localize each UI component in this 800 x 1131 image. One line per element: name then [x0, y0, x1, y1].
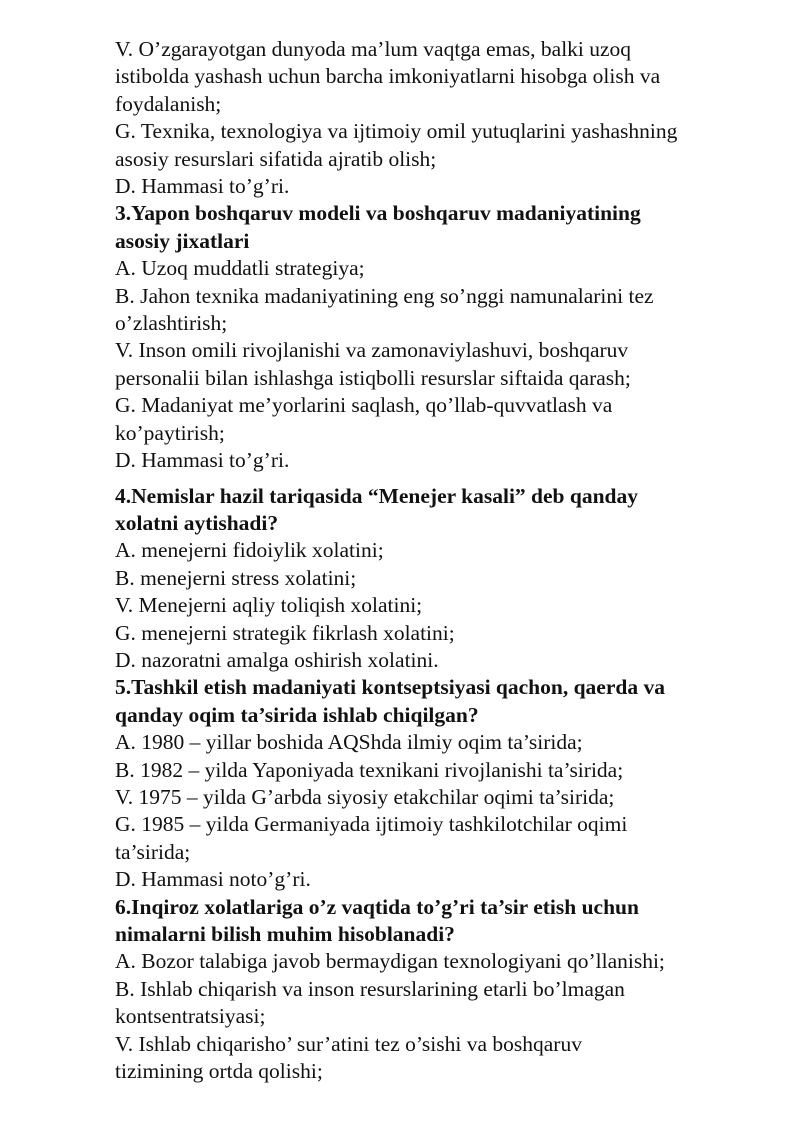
answer-line: V. Menejerni aqliy toliqish xolatini;	[115, 593, 423, 618]
answer-line: G. Texnika, texnologiya va ijtimoiy omil yutuqlarini yashashning	[115, 119, 678, 144]
answer-line: A. 1980 – yillar boshida AQShda ilmiy oqim ta’sirida;	[115, 730, 583, 755]
question-line: asosiy jixatlari	[115, 228, 250, 253]
answer-line: B. Ishlab chiqarish va inson resurslarining etarli bo’lmagan	[115, 976, 625, 1001]
answer-line: kontsentratsiyasi;	[115, 1004, 266, 1029]
answer-line: G. 1985 – yilda Germaniyada ijtimoiy tashkilotchilar oqimi	[115, 812, 628, 837]
question-line: 5.Tashkil etish madaniyati kontseptsiyasi qachon, qaerda va	[115, 675, 665, 700]
question-line: 6.Inqiroz xolatlariga o’z vaqtida to’g’ri ta’sir etish uchun	[115, 894, 639, 919]
answer-line: o’zlashtirish;	[115, 311, 228, 336]
answer-line: istibolda yashash uchun barcha imkoniyatlarni hisobga olish va	[115, 64, 661, 89]
answer-line: G. Madaniyat me’yorlarini saqlash, qo’llab-quvvatlash va	[115, 393, 613, 418]
document-page	[115, 36, 775, 1085]
answer-line: B. menejerni stress xolatini;	[115, 565, 357, 590]
answer-line: D. Hammasi to’g’ri.	[115, 174, 290, 199]
answer-line: B. 1982 – yilda Yaponiyada texnikani rivojlanishi ta’sirida;	[115, 757, 624, 782]
answer-line: B. Jahon texnika madaniyatining eng so’nggi namunalarini tez	[115, 283, 654, 308]
answer-line: V. Inson omili rivojlanishi va zamonaviylashuvi, boshqaruv	[115, 338, 629, 363]
answer-line: V. O’zgarayotgan dunyoda ma’lum vaqtga emas, balki uzoq	[115, 37, 632, 61]
answer-line: D. Hammasi to’g’ri.	[115, 448, 290, 473]
answer-line: tizimining ortda qolishi;	[115, 1059, 323, 1084]
answer-line: D. nazoratni amalga oshirish xolatini.	[115, 647, 439, 672]
question-line: xolatni aytishadi?	[115, 510, 279, 535]
answer-line: asosiy resurslari sifatida ajratib olish;	[115, 146, 437, 171]
question-line: 3.Yapon boshqaruv modeli va boshqaruv madaniyatining	[115, 201, 641, 226]
answer-line: V. Ishlab chiqarisho’ sur’atini tez o’sishi va boshqaruv	[115, 1031, 582, 1056]
answer-line: A. Uzoq muddatli strategiya;	[115, 256, 365, 281]
answer-line: A. Bozor talabiga javob bermaydigan texnologiyani qo’llanishi;	[115, 949, 665, 974]
answer-line: D. Hammasi noto’g’ri.	[115, 867, 311, 892]
answer-line: V. 1975 – yilda G’arbda siyosiy etakchilar oqimi ta’sirida;	[115, 784, 615, 809]
question-line: qanday oqim ta’sirida ishlab chiqilgan?	[115, 702, 479, 727]
answer-line: A. menejerni fidoiylik xolatini;	[115, 538, 384, 563]
answer-line: G. menejerni strategik fikrlash xolatini;	[115, 620, 455, 645]
question-line: 4.Nemislar hazil tariqasida “Menejer kasali” deb qanday	[115, 483, 638, 508]
question-line: nimalarni bilish muhim hisoblanadi?	[115, 922, 455, 946]
answer-line: foydalanish;	[115, 91, 222, 116]
answer-line: ta’sirida;	[115, 839, 191, 864]
answer-line: personalii bilan ishlashga istiqbolli resurslar siftaida qarash;	[115, 365, 631, 390]
answer-line: ko’paytirish;	[115, 420, 225, 445]
